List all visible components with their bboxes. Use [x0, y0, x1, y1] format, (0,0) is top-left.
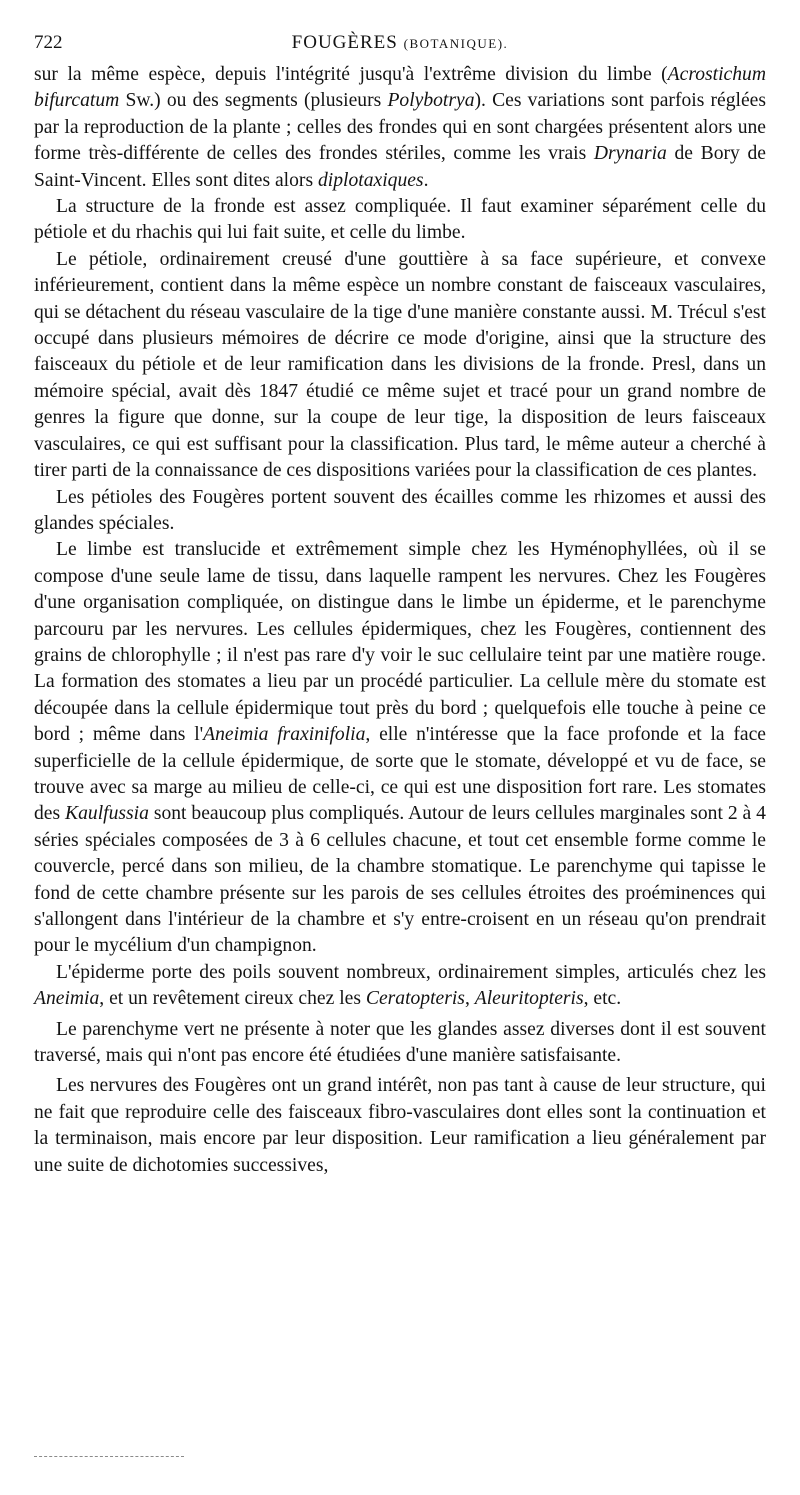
text-run: . [423, 169, 429, 191]
paragraph [34, 247, 766, 485]
text-run: Sw.) ou des segments (plusieurs [119, 90, 388, 112]
italic-term: Drynaria [593, 143, 667, 165]
paragraph [34, 1073, 766, 1179]
italic-term: Polybotrya [387, 90, 475, 112]
text-run: , elle n'intéresse que la face profonde et la face superficielle de la cellule épidermique, de sorte que le stomate, développé et vu de face, se trouve avec sa marge au milieu de celle-ci, ce qui est une disposition fort rare. Les stomates des [34, 724, 766, 825]
text-run: sont beaucoup plus compliqués. Autour de leurs cellules marginales sont 2 à 4 séries spéciales composées de 3 à 6 cellules chacune, et tout cet ensemble forme comme le couvercle, percé dans son milieu, de la chambre stomatique. Le parenchyme qui tapisse le fond de cette chambre présente sur les parois de ses cellules étroites des proéminences qui s'allongent dans l'intérieur de la chambre et s'y entre-croisent en un réseau qu'on prendrait pour le mycélium d'un champignon. [34, 803, 766, 957]
paragraph [34, 194, 766, 247]
text-run: , et un revêtement cireux chez les [99, 988, 366, 1010]
running-head [34, 32, 766, 54]
italic-term: diplotaxiques [317, 169, 424, 191]
text-run: Le parenchyme vert ne présente à noter que les glandes assez diverses dont il est souvent traversé, mais qui n'ont pas encore été étudiées d'une manière satisfaisante. [34, 1018, 766, 1067]
italic-term: Ceratopteris [365, 988, 465, 1010]
document-page [34, 32, 766, 1179]
page-number: 722 [34, 32, 63, 53]
footer-rule [34, 1456, 184, 1457]
text-run: La structure de la fronde est assez compliquée. Il faut examiner séparément celle du pétiole et du rhachis qui lui fait suite, et celle du limbe. [34, 196, 766, 244]
paragraph [34, 1017, 766, 1070]
running-head-title: FOUGÈRES [291, 32, 398, 53]
text-run: sur la même espèce, depuis l'intégrité jusqu'à l'extrême division du limbe ( [34, 64, 668, 85]
text-run: , etc. [583, 988, 622, 1010]
text-run: Le limbe est translucide et extrêmement simple chez les Hyménophyllées, où il se compose d'une seule lame de tissu, dans laquelle rampent les nervures. Chez les Fougères d'une organisation compliquée, on distingue dans le limbe un épiderme, et le parenchyme parcouru par les nervures. Les cellules épidermiques, chez les Fougères, contiennent des grains de chlorophylle ; il n'est pas rare d'y voir le suc cellulaire teint par une matière rouge. La formation des stomates a lieu par un procédé particulier. La cellule mère du stomate est découpée dans la cellule épidermique tout près du bord ; quelquefois elle touche à peine ce bord ; même dans l' [34, 539, 766, 746]
italic-term: Aneimia fraxinifolia [203, 724, 366, 746]
italic-term: Aleuritopteris [474, 988, 584, 1010]
page-header [34, 32, 766, 62]
italic-term: Kaulfussia [65, 803, 149, 825]
text-run: de Bory de Saint-Vincent. Elles sont dites alors [34, 143, 766, 191]
text-run: L'épiderme porte des poils souvent nombreux, ordinairement simples, articulés chez les [56, 961, 766, 983]
text-run: Le pétiole, ordinairement creusé d'une gouttière à sa face supérieure, et convexe inférieurement, contient dans la même espèce un nombre constant de faisceaux vasculaires, qui se détachent du réseau vasculaire de la tige d'une manière constante aussi. M. Trécul s'est occupé dans plusieurs mémoires de décrire ce mode d'origine, ainsi que la structure des faisceaux du pétiole et de leur ramification dans les divisions de la fronde. Presl, dans un mémoire spécial, avait dès 1847 étudié ce même sujet et tracé pour un grand nombre de genres la figure que donne, sur la coupe de leur tige, la disposition de leurs faisceaux vasculaires, ce qui est suffisant pour la classification. Plus tard, le même auteur a cherché à tirer parti de la connaissance de ces dispositions variées pour la classification de ces plantes. [34, 248, 766, 482]
paragraph [34, 485, 766, 538]
italic-term: Acrostichum bifurcatum [34, 64, 766, 112]
text-run: , [464, 988, 475, 1010]
paragraph [34, 960, 766, 1013]
body-text [34, 62, 766, 1179]
text-run: Les nervures des Fougères ont un grand intérêt, non pas tant à cause de leur structure, qui ne fait que reproduire celle des faisceaux fibro-vasculaires dont elles sont la continuation et la terminaison, mais encore par leur disposition. Leur ramification a lieu généralement par une suite de dichotomies successives, [34, 1075, 766, 1176]
paragraph [34, 62, 766, 194]
text-run: Les pétioles des Fougères portent souvent des écailles comme les rhizomes et aussi des glandes spéciales. [34, 486, 766, 534]
italic-term: Aneimia [34, 988, 100, 1010]
paragraph [34, 537, 766, 960]
text-run: ). Ces variations sont parfois réglées par la reproduction de la plante ; celles des frondes qui en sont chargées présentent alors une forme très-différente de celles des frondes stériles, comme les vrais [34, 90, 767, 165]
running-head-subtitle: (BOTANIQUE). [403, 36, 509, 51]
